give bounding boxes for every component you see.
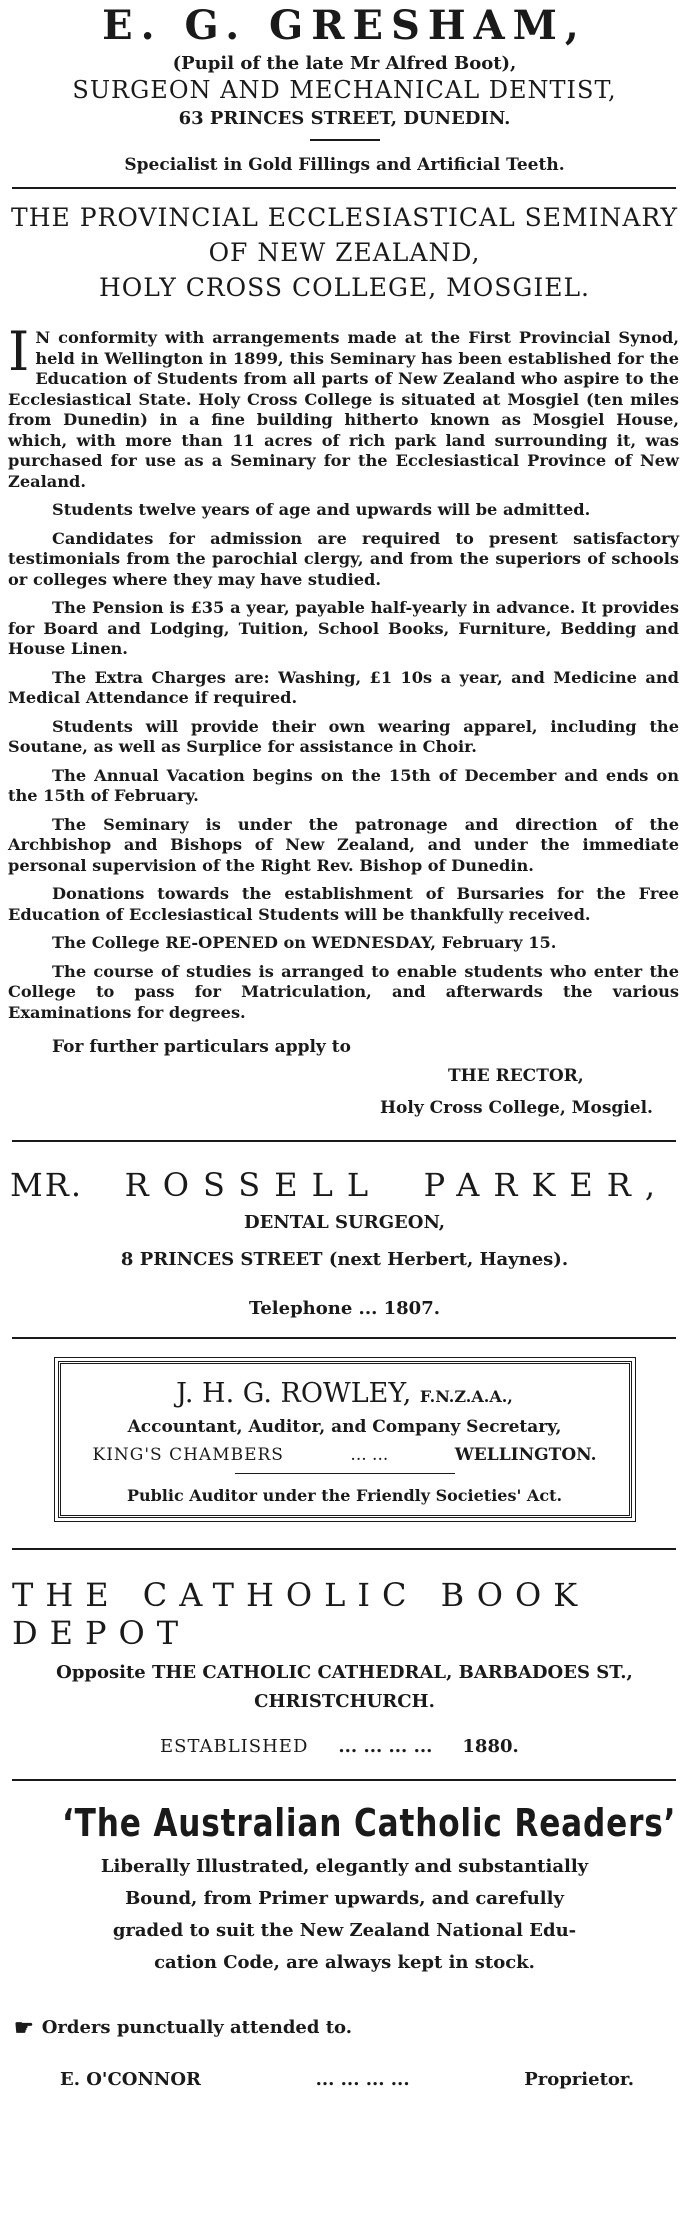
seminary-heading-3: HOLY CROSS COLLEGE, MOSGIEL. <box>98 273 590 302</box>
rowley-advertisement <box>0 1361 689 1518</box>
gresham-pupil-note: (Pupil of the late Mr Alfred Boot), <box>172 53 517 74</box>
pointing-hand-icon: ☛ <box>14 2014 34 2041</box>
seminary-paragraph: I N conformity with arrangements made at the First Provincial Synod, held in Wellington in 1899, this Seminary has been established for the Education of Students from all parts of New Zealand who aspire to the Ecclesiastical State. Holy Cross College is situated at Mosgiel (ten miles from Dunedin) in a fine building hitherto known as Mosgiel House, which, with more than 11 acres of rich park land surrounding it, was purchased for use as a Seminary for the Ecclesiastical Province of New Zealand. <box>8 320 679 491</box>
section-divider <box>12 1337 676 1339</box>
seminary-rector-place: Holy Cross College, Mosgiel. <box>380 1097 653 1118</box>
depot-description-4: cation Code, are always kept in stock. <box>154 1951 535 1973</box>
rowley-auditor-note: Public Auditor under the Friendly Societies' Act. <box>126 1485 563 1505</box>
rowley-chambers: KING'S CHAMBERS <box>92 1444 284 1465</box>
seminary-advertisement <box>0 203 689 1118</box>
depot-established-dots: ... ... ... ... <box>338 1735 433 1757</box>
depot-title: THE CATHOLIC BOOK DEPOT <box>12 1575 590 1652</box>
gresham-profession: SURGEON AND MECHANICAL DENTIST, <box>72 76 617 104</box>
rowley-role: Accountant, Auditor, and Company Secretary, <box>127 1416 562 1437</box>
seminary-paragraph: The Pension is £35 a year, payable half-yearly in advance. It provides for Board and Lodging, Tuition, School Books, Furniture, Bedding and House Linen. <box>8 598 679 658</box>
depot-owner-dots: ... ... ... ... <box>315 2068 410 2090</box>
parker-advertisement <box>0 1166 689 1319</box>
depot-proprietor-line <box>60 2069 634 2090</box>
book-depot-advertisement <box>0 1576 689 2090</box>
depot-orders: Orders punctually attended to. <box>41 2017 352 2038</box>
section-divider <box>12 1779 676 1781</box>
depot-description-3: graded to suit the New Zealand National Edu- <box>112 1919 577 1941</box>
seminary-heading-1: THE PROVINCIAL ECCLESIASTICAL SEMINARY <box>11 203 678 232</box>
depot-established-line <box>160 1736 689 1757</box>
parker-address: 8 PRINCES STREET (next Herbert, Haynes). <box>120 1248 569 1270</box>
rowley-qualifications: F.N.Z.A.A., <box>419 1386 513 1406</box>
depot-orders-line <box>14 2015 689 2041</box>
depot-owner: E. O'CONNOR <box>60 2068 201 2090</box>
seminary-paragraph: Students will provide their own wearing apparel, including the Soutane, as well as Surplice for assistance in Choir. <box>8 716 679 756</box>
rowley-name: J. H. G. ROWLEY, <box>176 1377 412 1409</box>
seminary-heading-2: OF NEW ZEALAND, <box>208 238 481 267</box>
depot-readers-title: ‘The Australian Catholic Readers’ <box>62 1800 677 1845</box>
rowley-location-line <box>81 1445 609 1465</box>
parker-profession: DENTAL SURGEON, <box>243 1211 446 1233</box>
section-divider <box>12 187 676 189</box>
rowley-frame <box>58 1361 632 1518</box>
seminary-paragraph: The College RE-OPENED on WEDNESDAY, February 15. <box>52 933 557 952</box>
seminary-paragraph: Candidates for admission are required to present satisfactory testimonials from the parochial clergy, and from the superiors of schools or colleges where they may have studied. <box>8 528 679 589</box>
depot-established-year: 1880. <box>462 1735 519 1757</box>
seminary-paragraph: Donations towards the establishment of Bursaries for the Free Education of Ecclesiastical Students will be thankfully received. <box>8 884 679 924</box>
section-divider <box>12 1140 676 1142</box>
seminary-paragraph: The Seminary is under the patronage and direction of the Archbishop and Bishops of New Zealand, and under the immediate personal supervision of the Right Rev. Bishop of Dunedin. <box>8 814 679 875</box>
depot-city: CHRISTCHURCH. <box>254 1690 435 1712</box>
seminary-body <box>0 320 689 1058</box>
depot-opposite: Opposite THE CATHOLIC CATHEDRAL, BARBADOES ST., <box>56 1661 633 1683</box>
seminary-paragraph: The course of studies is arranged to enable students who enter the College to pass for Matriculation, and afterwards the various Examinations for degrees. <box>8 961 679 1022</box>
gresham-name: E. G. GRESHAM, <box>102 2 587 49</box>
parker-name-part: PARKER, <box>423 1165 669 1204</box>
parker-name-part: ROSSELL <box>124 1165 383 1204</box>
parker-telephone: Telephone ... 1807. <box>249 1297 440 1319</box>
short-divider <box>310 139 380 141</box>
rowley-name-line <box>81 1378 609 1409</box>
parker-name-part: MR. <box>10 1165 84 1204</box>
depot-description-2: Bound, from Primer upwards, and carefully <box>125 1887 564 1909</box>
rowley-dots: ... ... <box>350 1444 389 1465</box>
seminary-apply-line: For further particulars apply to <box>52 1037 351 1057</box>
depot-established-label: ESTABLISHED <box>160 1735 309 1757</box>
seminary-paragraph: Students twelve years of age and upwards will be admitted. <box>52 500 591 519</box>
rowley-divider <box>235 1473 455 1474</box>
seminary-rector: THE RECTOR, <box>448 1065 584 1086</box>
depot-owner-role: Proprietor. <box>524 2068 634 2090</box>
drop-cap: I <box>8 320 30 383</box>
seminary-paragraph: The Annual Vacation begins on the 15th of December and ends on the 15th of February. <box>8 765 679 805</box>
rowley-city: WELLINGTON. <box>454 1444 597 1465</box>
gresham-address: 63 PRINCES STREET, DUNEDIN. <box>178 108 511 129</box>
parker-name <box>10 1166 689 1204</box>
section-divider <box>12 1548 676 1550</box>
depot-description-1: Liberally Illustrated, elegantly and substantially <box>100 1855 589 1877</box>
seminary-paragraph: The Extra Charges are: Washing, £1 10s a year, and Medicine and Medical Attendance if required. <box>8 667 679 707</box>
gresham-advertisement <box>0 2 689 175</box>
gresham-specialty: Specialist in Gold Fillings and Artificial Teeth. <box>124 155 565 175</box>
